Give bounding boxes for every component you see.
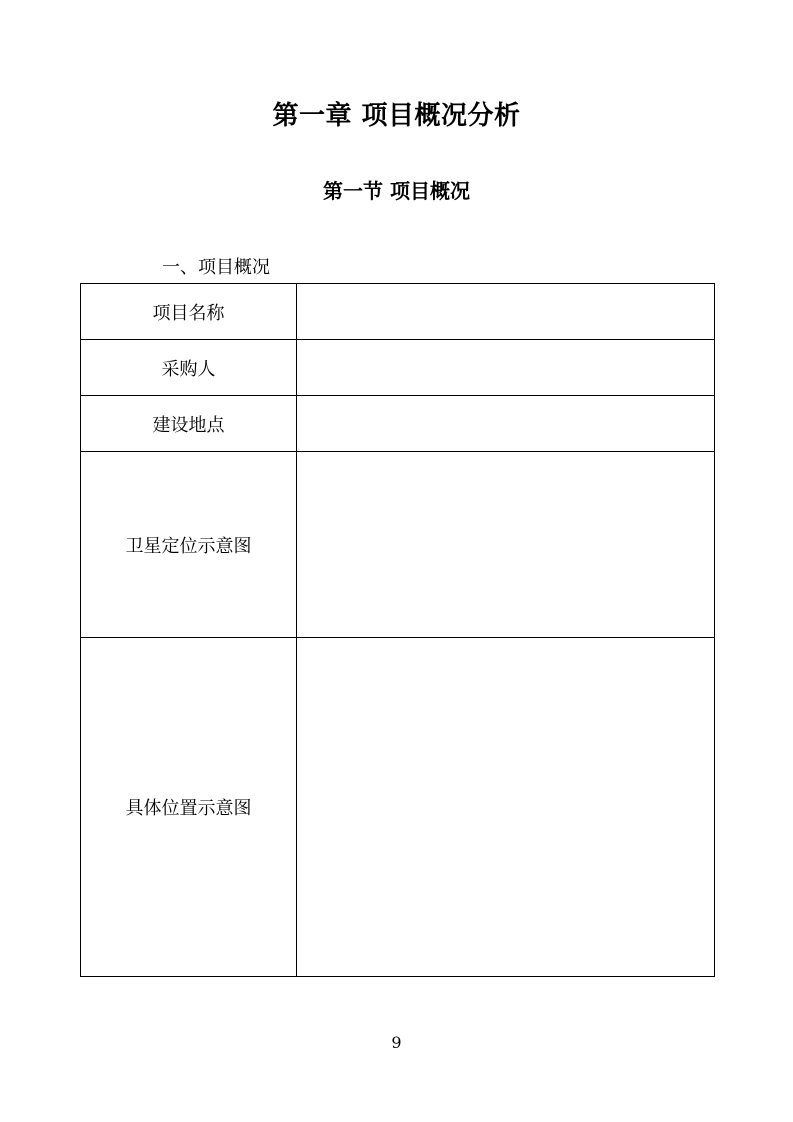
project-name-label: 项目名称: [81, 284, 297, 340]
table-row-construction-site: [81, 396, 715, 452]
construction-site-value: [297, 396, 715, 452]
purchaser-value: [297, 340, 715, 396]
project-name-value: [297, 284, 715, 340]
section-title: 第一节 项目概况: [323, 179, 470, 203]
table-row-location-map: [81, 638, 715, 977]
table-row-project-name: [81, 284, 715, 340]
purchaser-label: 采购人: [81, 340, 297, 396]
page-number: 9: [391, 1033, 402, 1052]
subsection-title: 一、项目概况: [162, 257, 270, 278]
satellite-map-label: 卫星定位示意图: [81, 452, 297, 638]
satellite-map-value: [297, 452, 715, 638]
table-row-purchaser: [81, 340, 715, 396]
construction-site-label: 建设地点: [81, 396, 297, 452]
chapter-title: 第一章 项目概况分析: [272, 101, 521, 131]
location-map-label: 具体位置示意图: [81, 638, 297, 977]
project-overview-table: [80, 283, 715, 977]
table-row-satellite-map: [81, 452, 715, 638]
location-map-value: [297, 638, 715, 977]
